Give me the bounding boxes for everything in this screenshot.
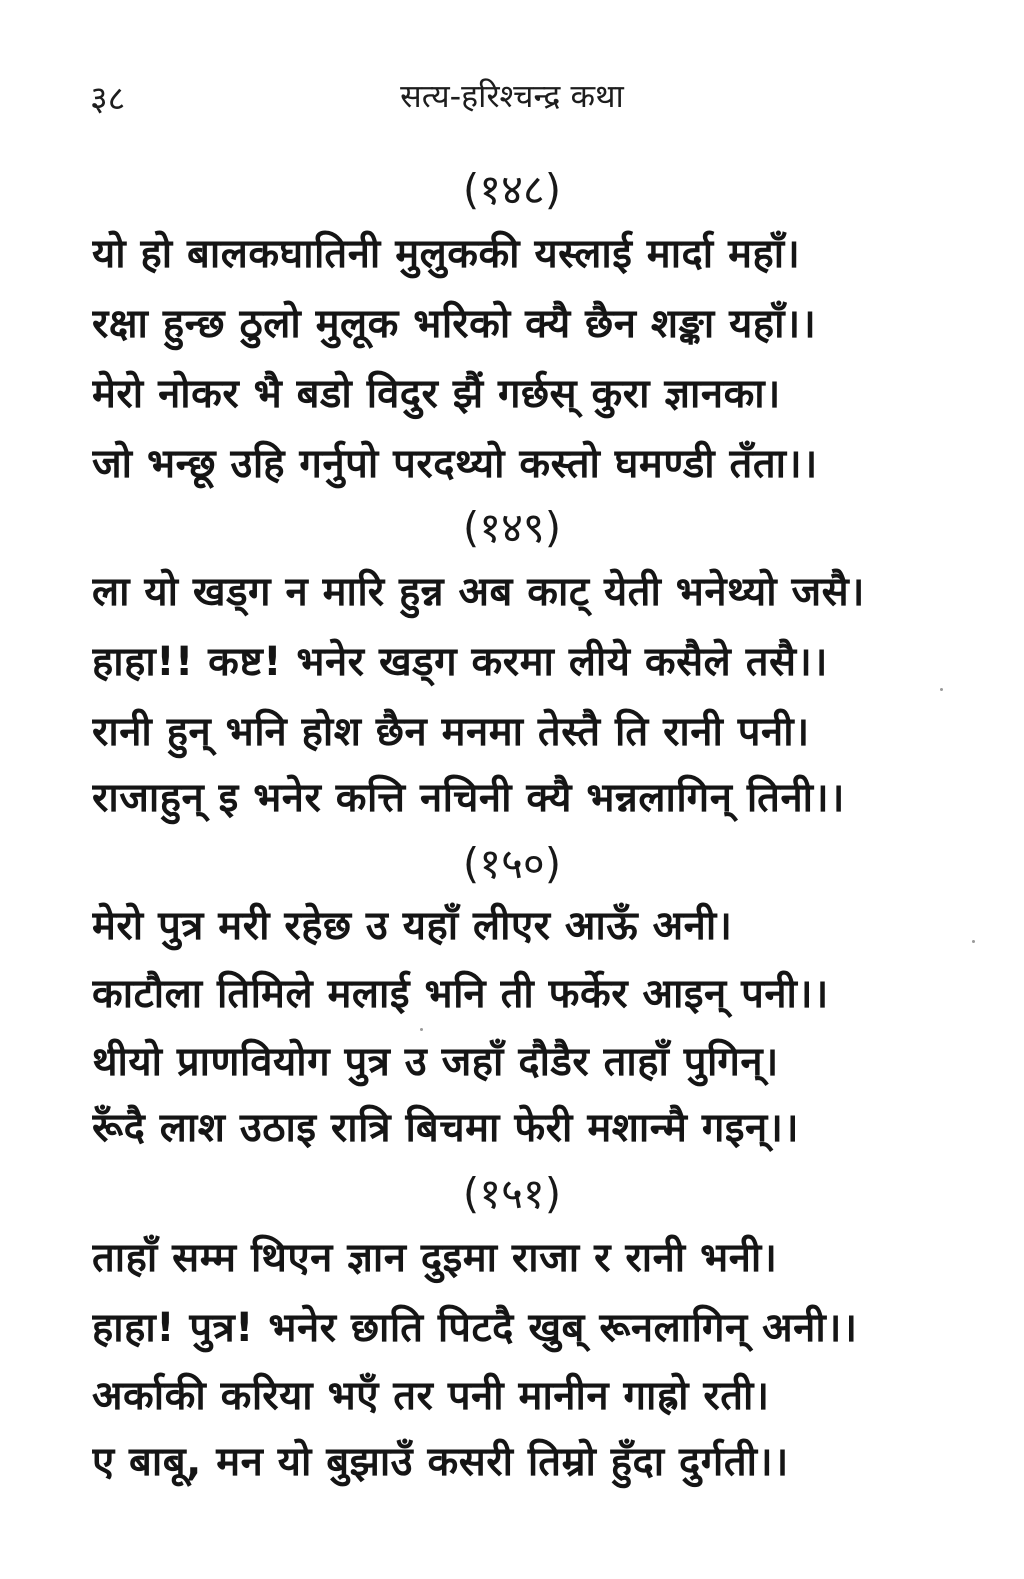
verse-line: जो भन्छू उहि गर्नुपो परदथ्यो कस्तो घमण्डी तँता।।	[92, 441, 818, 487]
verse-line: हाहा!! कष्ट! भनेर खड्ग करमा लीये कसैले तसै।।	[92, 639, 828, 685]
verse-line: काटौला तिमिले मलाई भनि ती फर्केर आइन् पनी।।	[92, 971, 829, 1017]
verse-number: (१४९)	[462, 503, 562, 552]
print-speck	[940, 688, 943, 691]
verse-line: रूँदै लाश उठाइ रात्रि बिचमा फेरी मशान्मै गइन्।।	[92, 1105, 800, 1151]
page-number: ३८	[90, 79, 126, 119]
verse-line: राजाहुन् इ भनेर कत्ति नचिनी क्यै भन्नलागिन् तिनी।।	[92, 775, 845, 821]
verse-line: रानी हुन् भनि होश छैन मनमा तेस्तै ति रानी पनी।	[92, 709, 810, 755]
verse-line: रक्षा हुन्छ ठुलो मुलूक भरिको क्यै छैन शङ्का यहाँ।।	[92, 301, 817, 347]
verse-line: थीयो प्राणवियोग पुत्र उ जहाँ दौडैर ताहाँ पुगिन्।	[92, 1039, 779, 1085]
verse-line: ला यो खड्ग न मारि हुन्न अब काट् येती भनेथ्यो जसै।	[92, 569, 865, 615]
print-speck	[420, 1028, 423, 1031]
page-header	[0, 66, 1024, 126]
verse-line: मेरो नोकर भै बडो विदुर झैं गर्छस् कुरा ज्ञानका।	[92, 371, 781, 417]
print-speck	[972, 940, 975, 943]
verse-number: (१४८)	[462, 165, 562, 214]
verse-line: मेरो पुत्र मरी रहेछ उ यहाँ लीएर आऊँ अनी।	[92, 903, 733, 949]
verse-number: (१५१)	[462, 1169, 562, 1218]
verse-line: हाहा! पुत्र! भनेर छाति पिटदै खुब् रूनलागिन् अनी।।	[92, 1305, 858, 1351]
verse-number: (१५०)	[462, 839, 562, 888]
verse-line: ए बाबू, मन यो बुझाउँ कसरी तिम्रो हुँदा दुर्गती।।	[92, 1439, 789, 1485]
running-title: सत्य-हरिश्चन्द्र कथा	[400, 77, 624, 115]
verse-line: ताहाँ सम्म थिएन ज्ञान दुइमा राजा र रानी भनी।	[92, 1235, 778, 1281]
verse-line: यो हो बालकघातिनी मुलुककी यस्लाई मार्दा महाँ।	[92, 231, 801, 277]
verse-line: अर्काकी करिया भएँ तर पनी मानीन गाह्रो रती।	[92, 1373, 770, 1419]
